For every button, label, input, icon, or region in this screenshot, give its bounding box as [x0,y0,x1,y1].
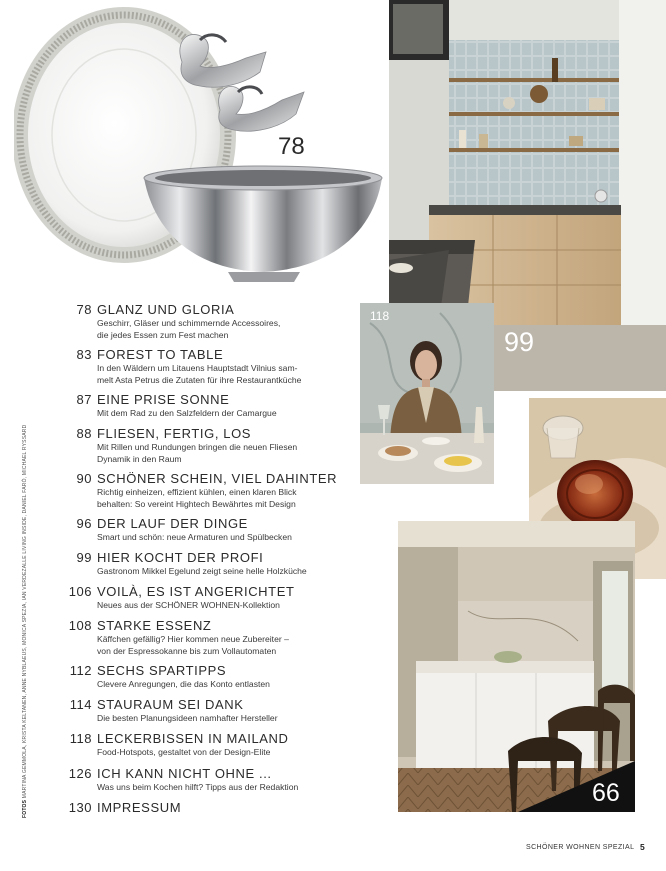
toc-title: FLIESEN, FERTIG, LOS [97,426,252,441]
toc-title: IMPRESSUM [97,800,182,815]
photo-page-number: 78 [278,133,305,160]
kitchen-island-photo [398,521,635,812]
toc-page-number: 83 [76,347,92,362]
toc-description: Was uns beim Kochen hilft? Tipps aus der Redaktion [97,782,299,792]
toc-description: Smart und schön: neue Armaturen und Spülbecken [97,532,292,542]
tableware-photo [14,0,400,290]
credits-label: FOTOS [22,799,28,818]
toc-page-number: 87 [76,392,92,407]
toc-page-number: 106 [68,584,92,599]
toc-page-number: 112 [69,663,92,678]
toc-page-number: 130 [68,800,92,815]
toc-page-number: 126 [68,766,92,781]
toc-description: Käffchen gefällig? Hier kommen neue Zubereiter – von der Espressokanne bis zum Vollautomaten [97,634,289,656]
photo-page-number: 66 [592,779,620,807]
toc-title: ICH KANN NICHT OHNE ... [97,766,272,781]
toc-description: Mit dem Rad zu den Salzfeldern der Camargue [97,408,277,418]
toc-page-number: 114 [69,697,92,712]
toc-page-number: 88 [76,426,92,441]
toc-page-number: 90 [76,471,92,486]
toc-page-number: 99 [76,550,92,565]
toc-title: SCHÖNER SCHEIN, VIEL DAHINTER [97,471,338,486]
toc-title: FOREST TO TABLE [97,347,224,362]
toc-description: Geschirr, Gläser und schimmernde Accessoires, die jedes Essen zum Fest machen [97,318,281,340]
toc-title: DER LAUF DER DINGE [97,516,248,531]
toc-title: HIER KOCHT DER PROFI [97,550,264,565]
toc-description: Mit Rillen und Rundungen bringen die neuen Fliesen Dynamik in den Raum [97,442,298,464]
toc-page-number: 78 [76,302,92,317]
toc-description: Food-Hotspots, gestaltet von der Design-Elite [97,747,271,757]
toc-description: Die besten Planungsideen namhafter Hersteller [97,713,278,723]
toc-description: Clevere Anregungen, die das Konto entlasten [97,679,270,689]
page-number: 5 [640,842,645,852]
toc-page-number: 108 [68,618,92,633]
toc-page-number: 118 [69,731,92,746]
toc-description: In den Wäldern um Litauens Hauptstadt Vilnius sam- melt Asta Petrus die Zutaten für ihre Restaurantküche [97,363,302,385]
toc-page-number: 96 [76,516,92,531]
woman-at-table-photo [360,303,494,484]
photo-page-number: 118 [370,309,390,323]
toc-title: SECHS SPARTIPPS [97,663,227,678]
toc-title: STARKE ESSENZ [97,618,212,633]
toc-title: LECKERBISSEN IN MAILAND [97,731,289,746]
magazine-name: SCHÖNER WOHNEN SPEZIAL [526,844,635,851]
toc-description: Gastronom Mikkel Egelund zeigt seine helle Holzküche [97,566,307,576]
toc-description: Neues aus der SCHÖNER WOHNEN-Kollektion [97,600,280,610]
toc-title: VOILÀ, ES IST ANGERICHTET [97,584,295,599]
toc-description: Richtig einheizen, effizient kühlen, einen klaren Blick behalten: So vereint Hightech Bewährtes mit Design [97,487,297,509]
credits-text: MARTINA GEMMOLA, KRISTA KELTANEN, ANNE NYBLAEUS, MONICA SPEZIA, IAN VERDEZALLE LIVING INSIDE, DANIEL FARÓ, MICHAEL RYSSARD [22,424,28,799]
toc-title: STAURAUM SEI DANK [97,697,244,712]
toc-title: GLANZ UND GLORIA [97,302,235,317]
photo-page-number: 99 [504,327,535,357]
toc-title: EINE PRISE SONNE [97,392,230,407]
photo-credits [22,424,32,818]
